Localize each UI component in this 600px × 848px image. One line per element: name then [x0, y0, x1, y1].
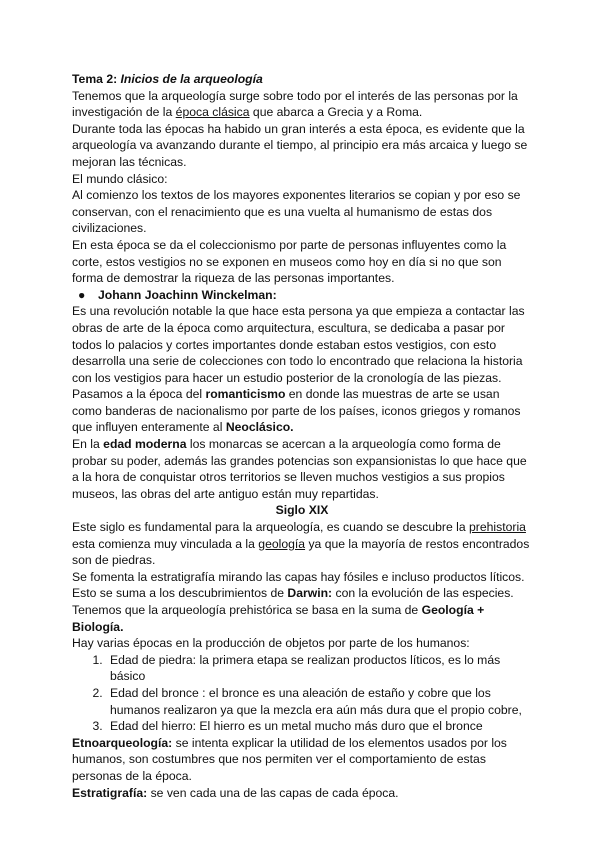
text-run: Tenemos que la arqueología surge sobre todo por el interés de las personas por la investigación de la	[72, 88, 518, 120]
text-run: en donde las muestras de arte se usan como banderas de nacionalismo por parte de los países, iconos griegos y romanos que influyen enteramente al	[72, 387, 521, 435]
paragraph-coleccionismo: En esta época se da el coleccionismo por parte de personas influyentes como la corte, estos vestigios no se exponen en museos como hoy en día si no que son forma de demostrar la riqueza de las personas importantes.	[72, 237, 507, 286]
list-item: 3. Edad del hierro: El hierro es un metal mucho más duro que el bronce	[106, 718, 532, 735]
paragraph-epocas: Hay varias épocas en la producción de objetos por parte de los humanos:	[72, 636, 470, 651]
section-heading-siglo-xix: Siglo XIX	[275, 503, 329, 518]
paragraph-darwin	[72, 585, 532, 602]
title-prefix: Tema 2:	[72, 72, 121, 86]
paragraph-intro	[72, 88, 532, 121]
bullet-label: Johann Joachinn Winckelman:	[98, 287, 277, 302]
paragraph-revolucion: Es una revolución notable la que hace esta persona ya que empieza a contactar las obras de arte de la época como arquitectura, escultura, se dedicaba a pasar por todos lo palacios y cortes importantes donde estaban estos vestigios, con esto desarrolla una serie de colecciones con todo lo encontrado que relaciona la historia con los vestigios para hacer un estudio posterior de la cronología de las piezas.	[72, 304, 525, 385]
bold-term-darwin: Darwin:	[287, 586, 333, 601]
text-run: con la evolución de las especies.	[332, 586, 514, 601]
text-run: los monarcas se acercan a la arqueología como forma de probar su poder, además las grandes potencias son expansionistas lo que hace que a la hora de conquistar otros territorios se lleven muchos vestigios a sus propios museos, las obras del arte antiguo están muy repartidas.	[72, 437, 527, 501]
ages-list	[72, 652, 532, 735]
paragraph-epochs: Durante toda las épocas ha habido un gran interés a esta época, es evidente que la arqueología va avanzando durante el tiempo, al principio era más arcaica y luego se mejoran las técnicas.	[72, 121, 528, 169]
document-body	[72, 71, 532, 801]
text-run: Tenemos que la arqueología prehistórica se basa en la suma de	[72, 603, 422, 617]
bold-term-estratigrafia: Estratigrafía:	[72, 785, 148, 800]
paragraph-prehistoria	[72, 519, 532, 569]
page-title	[72, 71, 532, 88]
bold-term-edad-moderna: edad moderna	[103, 437, 187, 452]
paragraph-romanticismo	[72, 386, 532, 436]
underlined-term-epoca-clasica: época clásica	[175, 105, 250, 120]
list-item: 2. Edad del bronce : el bronce es una aleación de estaño y cobre que los humanos realizaron ya que la mezcla era aún más dura que el propio cobre,	[106, 685, 532, 718]
text-run: ya que la mayoría de restos encontrados son de piedras.	[72, 536, 530, 568]
paragraph-textos: Al comienzo los textos de los mayores exponentes literarios se copian y por eso se conservan, con el renacimiento que es una vuelta al humanismo de estas dos civilizaciones.	[72, 188, 521, 236]
paragraph-geologia-biologia	[72, 602, 532, 635]
paragraph-estratigrafia	[72, 785, 532, 802]
text-run: Pasamos a la época del	[72, 387, 206, 402]
bullet-icon: ●	[78, 287, 86, 302]
text-run: esta comienza muy vinculada a la	[72, 536, 259, 551]
paragraph-edad-moderna	[72, 436, 532, 502]
bold-term-neoclasico: Neoclásico.	[225, 420, 294, 435]
paragraph-etnoarqueologia	[72, 735, 532, 785]
text-run: se intenta explicar la utilidad de los elementos usados por los humanos, son costumbres que nos permiten ver el comportamiento de estas personas de la época.	[72, 735, 507, 783]
text-run: que abarca a Grecia y a Roma.	[249, 105, 423, 120]
paragraph-estratigrafia-intro: Se fomenta la estratigrafía mirando las capas hay fósiles e incluso productos líticos.	[72, 569, 525, 584]
title-italic: Inicios de la arqueología	[120, 72, 263, 86]
text-run: Este siglo es fundamental para la arqueología, es cuando se descubre la	[72, 520, 470, 535]
text-run: Esto se suma a los descubrimientos de	[72, 586, 288, 601]
list-item: 1. Edad de piedra: la primera etapa se realizan productos líticos, es lo más básico	[106, 652, 532, 685]
bold-term-romanticismo: romanticismo	[205, 387, 286, 402]
text-run: En la	[72, 437, 104, 452]
bold-term-etnoarqueologia: Etnoarqueología:	[72, 735, 173, 750]
paragraph-mundo-clasico: El mundo clásico:	[72, 171, 168, 186]
text-run: se ven cada una de las capas de cada época.	[147, 785, 399, 800]
underlined-term-geologia: geología	[258, 536, 306, 551]
bullet-winckelman	[72, 287, 532, 304]
underlined-term-prehistoria: prehistoria	[469, 520, 526, 535]
bold-term-geologia-biologia: Geología + Biología.	[72, 603, 485, 634]
